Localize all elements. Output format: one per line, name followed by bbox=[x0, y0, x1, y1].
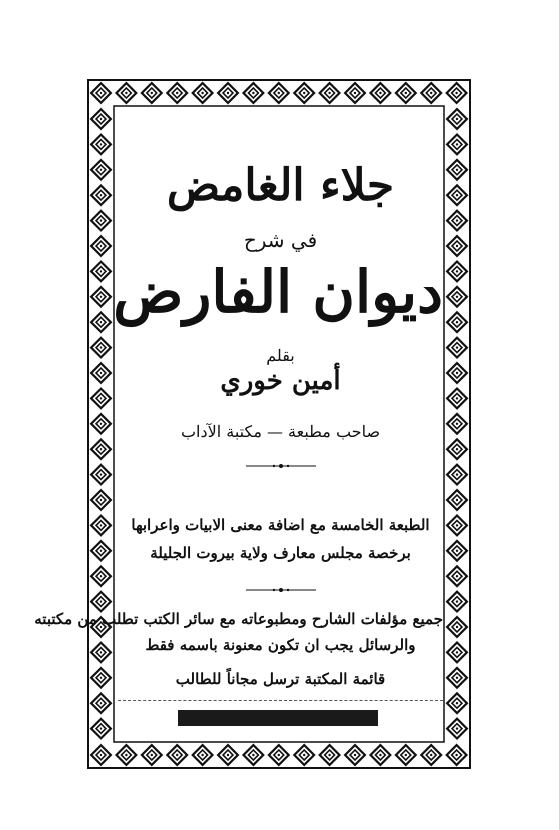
knot-motif bbox=[447, 211, 467, 231]
knot-motif bbox=[91, 745, 111, 765]
knot-motif bbox=[91, 719, 111, 739]
knot-motif bbox=[396, 83, 416, 103]
by-label: بقلم bbox=[266, 346, 295, 365]
knot-motif bbox=[447, 566, 467, 586]
ornamental-divider bbox=[246, 462, 316, 470]
title-block bbox=[34, 130, 443, 730]
knot-motif bbox=[91, 566, 111, 586]
knot-motif bbox=[142, 83, 162, 103]
correspondence-note: والرسائل يجب ان تكون معنونة باسمه فقط bbox=[145, 636, 416, 654]
knot-motif bbox=[447, 693, 467, 713]
book-title: جلاء الغامض bbox=[166, 160, 395, 211]
knot-motif bbox=[269, 745, 289, 765]
knot-motif bbox=[447, 617, 467, 637]
knot-motif bbox=[167, 83, 187, 103]
knot-motif bbox=[91, 693, 111, 713]
knot-motif bbox=[91, 160, 111, 180]
knot-motif bbox=[91, 439, 111, 459]
knot-motif bbox=[447, 83, 467, 103]
knot-motif bbox=[91, 592, 111, 612]
knot-motif bbox=[447, 236, 467, 256]
knot-motif bbox=[447, 719, 467, 739]
knot-motif bbox=[447, 516, 467, 536]
knot-motif bbox=[91, 83, 111, 103]
knot-motif bbox=[91, 109, 111, 129]
knot-motif bbox=[91, 389, 111, 409]
knot-motif bbox=[91, 287, 111, 307]
knot-motif bbox=[421, 745, 441, 765]
knot-motif bbox=[117, 745, 137, 765]
knot-motif bbox=[269, 83, 289, 103]
catalog-note: قائمة المكتبة ترسل مجاناً للطالب bbox=[175, 670, 386, 688]
knot-motif bbox=[193, 745, 213, 765]
knot-motif bbox=[447, 414, 467, 434]
knot-motif bbox=[345, 745, 365, 765]
knot-motif bbox=[447, 465, 467, 485]
knot-motif bbox=[396, 745, 416, 765]
license-note: برخصة مجلس معارف ولاية بيروت الجليلة bbox=[150, 544, 411, 562]
knot-motif bbox=[320, 745, 340, 765]
knot-motif bbox=[91, 236, 111, 256]
knot-motif bbox=[244, 83, 264, 103]
knot-motif bbox=[91, 643, 111, 663]
subtitle: في شرح bbox=[243, 228, 318, 252]
knot-motif bbox=[447, 185, 467, 205]
knot-motif bbox=[447, 668, 467, 688]
ink-stamp bbox=[178, 710, 378, 726]
knot-motif bbox=[294, 745, 314, 765]
knot-motif bbox=[447, 745, 467, 765]
knot-motif bbox=[91, 135, 111, 155]
knot-motif bbox=[320, 83, 340, 103]
knot-motif bbox=[447, 389, 467, 409]
knot-motif bbox=[447, 439, 467, 459]
knot-motif bbox=[117, 83, 137, 103]
knot-motif bbox=[91, 541, 111, 561]
knot-motif bbox=[91, 185, 111, 205]
knot-motif bbox=[447, 160, 467, 180]
knot-motif bbox=[447, 287, 467, 307]
knot-motif bbox=[218, 745, 238, 765]
knot-motif bbox=[91, 363, 111, 383]
knot-motif bbox=[91, 516, 111, 536]
works-note: جميع مؤلفات الشارح ومطبوعاته مع سائر الكتب تطلب من مكتبته bbox=[34, 610, 443, 628]
knot-motif bbox=[91, 414, 111, 434]
knot-motif bbox=[371, 745, 391, 765]
knot-motif bbox=[91, 262, 111, 282]
knot-motif bbox=[447, 312, 467, 332]
knot-motif bbox=[345, 83, 365, 103]
knot-motif bbox=[447, 541, 467, 561]
knot-motif bbox=[218, 83, 238, 103]
ornamental-divider bbox=[246, 586, 316, 594]
edition-note: الطبعة الخامسة مع اضافة معنى الابيات واعرابها bbox=[131, 516, 430, 534]
knot-motif bbox=[91, 211, 111, 231]
knot-motif bbox=[447, 135, 467, 155]
knot-motif bbox=[421, 83, 441, 103]
knot-motif bbox=[447, 592, 467, 612]
knot-motif bbox=[447, 643, 467, 663]
knot-motif bbox=[447, 490, 467, 510]
knot-motif bbox=[447, 262, 467, 282]
knot-motif bbox=[244, 745, 264, 765]
dashed-rule bbox=[118, 700, 443, 702]
knot-motif bbox=[142, 745, 162, 765]
author-name: أمين خوري bbox=[220, 366, 341, 396]
knot-motif bbox=[91, 312, 111, 332]
knot-motif bbox=[167, 745, 187, 765]
work-title: ديوان الفارض bbox=[113, 258, 443, 326]
knot-motif bbox=[447, 338, 467, 358]
knot-motif bbox=[371, 83, 391, 103]
knot-motif bbox=[91, 338, 111, 358]
knot-motif bbox=[294, 83, 314, 103]
knot-motif bbox=[91, 490, 111, 510]
author-role: صاحب مطبعة — مكتبة الآداب bbox=[180, 422, 381, 441]
knot-motif bbox=[91, 465, 111, 485]
knot-motif bbox=[447, 363, 467, 383]
knot-motif bbox=[193, 83, 213, 103]
knot-motif bbox=[91, 668, 111, 688]
knot-motif bbox=[447, 109, 467, 129]
